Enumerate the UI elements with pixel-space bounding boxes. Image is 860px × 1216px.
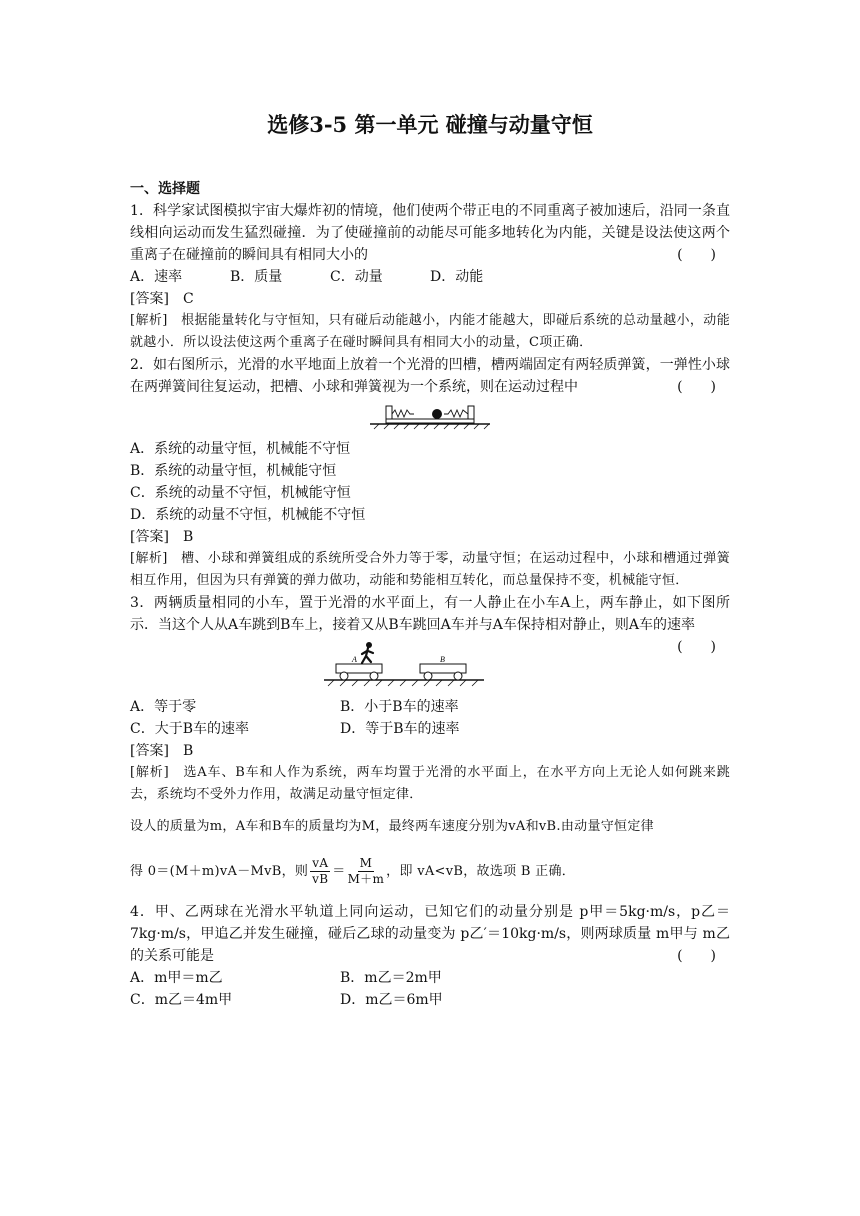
question-2-option-d: D．系统的动量不守恒，机械能不守恒 — [130, 507, 366, 523]
explain-label: [解析] — [130, 765, 170, 780]
page-title: 选修3-5 第一单元 碰撞与动量守恒 — [267, 112, 593, 137]
question-4 — [130, 901, 730, 967]
cart-a-label: A — [351, 655, 357, 664]
question-4-options-row2 — [130, 989, 730, 1011]
equation-prefix: 得 0＝(M＋m)vA－MvB，则 — [130, 863, 309, 879]
option-c: C．动量 — [330, 269, 383, 285]
explain-text: 根据能量转化与守恒知，只有碰后动能越小，内能才能越大，即碰后系统的总动量越小，动能就越小．所以设法使这两个重离子在碰时瞬间具有相同大小的动量，C项正确． — [130, 313, 730, 350]
question-3 — [130, 592, 730, 655]
explain-label: [解析] — [130, 551, 168, 566]
question-2-text: 2．如右图所示，光滑的水平地面上放着一个光滑的凹槽，槽两端固定有两轻质弹簧，一弹性小球在两弹簧间往复运动，把槽、小球和弹簧视为一个系统，则在运动过程中 — [130, 357, 730, 395]
answer-blank: ( ) — [677, 379, 716, 395]
option-a: A．m甲＝m乙 — [130, 970, 223, 986]
groove-figure — [370, 402, 490, 430]
question-4-text: 4．甲、乙两球在光滑水平轨道上同向运动，已知它们的动量分别是 p甲＝5kg·m/s，p乙＝7kg·m/s，甲追乙并发生碰撞，碰后乙球的动量变为 p乙′＝10kg·m/s，则两球质量 m甲与 m乙的关系可能是 — [130, 904, 730, 964]
cart-b-label: B — [439, 655, 445, 664]
question-1 — [130, 200, 730, 266]
question-2-answer — [130, 526, 730, 548]
question-1-answer — [130, 288, 730, 310]
option-a: A．速率 — [130, 269, 183, 285]
question-4-options-row1 — [130, 967, 730, 989]
answer-value: C — [182, 291, 194, 307]
person-icon — [362, 642, 373, 663]
question-3-options-row1 — [130, 696, 730, 718]
explain-label: [解析] — [130, 313, 168, 328]
section-heading: 一、选择题 — [130, 181, 200, 197]
question-2-explain — [130, 548, 730, 592]
option-b: B．质量 — [230, 269, 283, 285]
document-page — [130, 110, 730, 1011]
answer-label: [答案] — [130, 529, 169, 545]
explain-text: 选A车、B车和人作为系统，两车均置于光滑的水平面上，在水平方向上无论人如何跳来跳去，系统均不受外力作用，故满足动量守恒定律． — [130, 765, 730, 802]
question-3-answer — [130, 740, 730, 762]
answer-value: B — [182, 743, 194, 759]
equation-suffix: ，即 vA<vB，故选项 B 正确． — [386, 863, 576, 879]
option-d: D．等于B车的速率 — [340, 721, 460, 737]
question-1-text: 1．科学家试图模拟宇宙大爆炸初的情境，他们使两个带正电的不同重离子被加速后，沿同一条直线相向运动而发生猛烈碰撞．为了使碰撞前的动能尽可能多地转化为内能，关键是设法使这两个重离子在碰撞前的瞬间具有相同大小的 — [130, 203, 730, 263]
answer-blank: ( ) — [677, 639, 716, 655]
question-1-options — [130, 266, 730, 288]
answer-label: [答案] — [130, 291, 169, 307]
option-c: C．m乙＝4m甲 — [130, 992, 233, 1008]
option-b: B．m乙＝2m甲 — [340, 970, 442, 986]
option-c: C．大于B车的速率 — [130, 721, 249, 737]
question-3-text: 3．两辆质量相同的小车，置于光滑的水平面上，有一人静止在小车A上，两车静止，如下图所示．当这个人从A车跳到B车上，接着又从B车跳回A车并与A车保持相对静止，则A车的速率 — [130, 595, 730, 633]
answer-blank: ( ) — [677, 247, 716, 263]
question-3-explain — [130, 762, 730, 806]
answer-blank: ( ) — [677, 948, 716, 964]
ratio-numerator: vA — [312, 856, 329, 870]
equation-equals: ＝ — [332, 863, 346, 879]
carts-figure — [130, 640, 677, 688]
question-2-option-c: C．系统的动量不守恒，机械能守恒 — [130, 485, 351, 501]
question-3-explain-2: 设人的质量为m，A车和B车的质量均为M，最终两车速度分别为vA和vB.由动量守恒定律 — [130, 819, 654, 834]
option-b: B．小于B车的速率 — [340, 699, 459, 715]
question-2-option-a: A．系统的动量守恒，机械能不守恒 — [130, 441, 351, 457]
momentum-equation — [130, 856, 730, 887]
mass-denominator: M＋m — [347, 872, 385, 886]
question-1-explain — [130, 310, 730, 354]
question-2-option-b: B．系统的动量守恒，机械能守恒 — [130, 463, 337, 479]
question-2 — [130, 354, 730, 398]
option-d: D．m乙＝6m甲 — [340, 992, 443, 1008]
ratio-denominator: vB — [312, 872, 329, 886]
answer-label: [答案] — [130, 743, 169, 759]
answer-value: B — [182, 529, 194, 545]
option-a: A．等于零 — [130, 699, 197, 715]
option-d: D．动能 — [430, 269, 484, 285]
groove-spring-figure — [130, 402, 730, 430]
velocity-ratio — [310, 856, 330, 887]
mass-numerator: M — [359, 856, 373, 870]
explain-text: 槽、小球和弹簧组成的系统所受合外力等于零，动量守恒；在运动过程中，小球和槽通过弹簧相互作用，但因为只有弹簧的弹力做功，动能和势能相互转化，而总量保持不变，机械能守恒． — [130, 551, 730, 588]
two-carts-figure — [324, 640, 484, 688]
question-3-options-row2 — [130, 718, 730, 740]
mass-ratio — [348, 856, 385, 887]
